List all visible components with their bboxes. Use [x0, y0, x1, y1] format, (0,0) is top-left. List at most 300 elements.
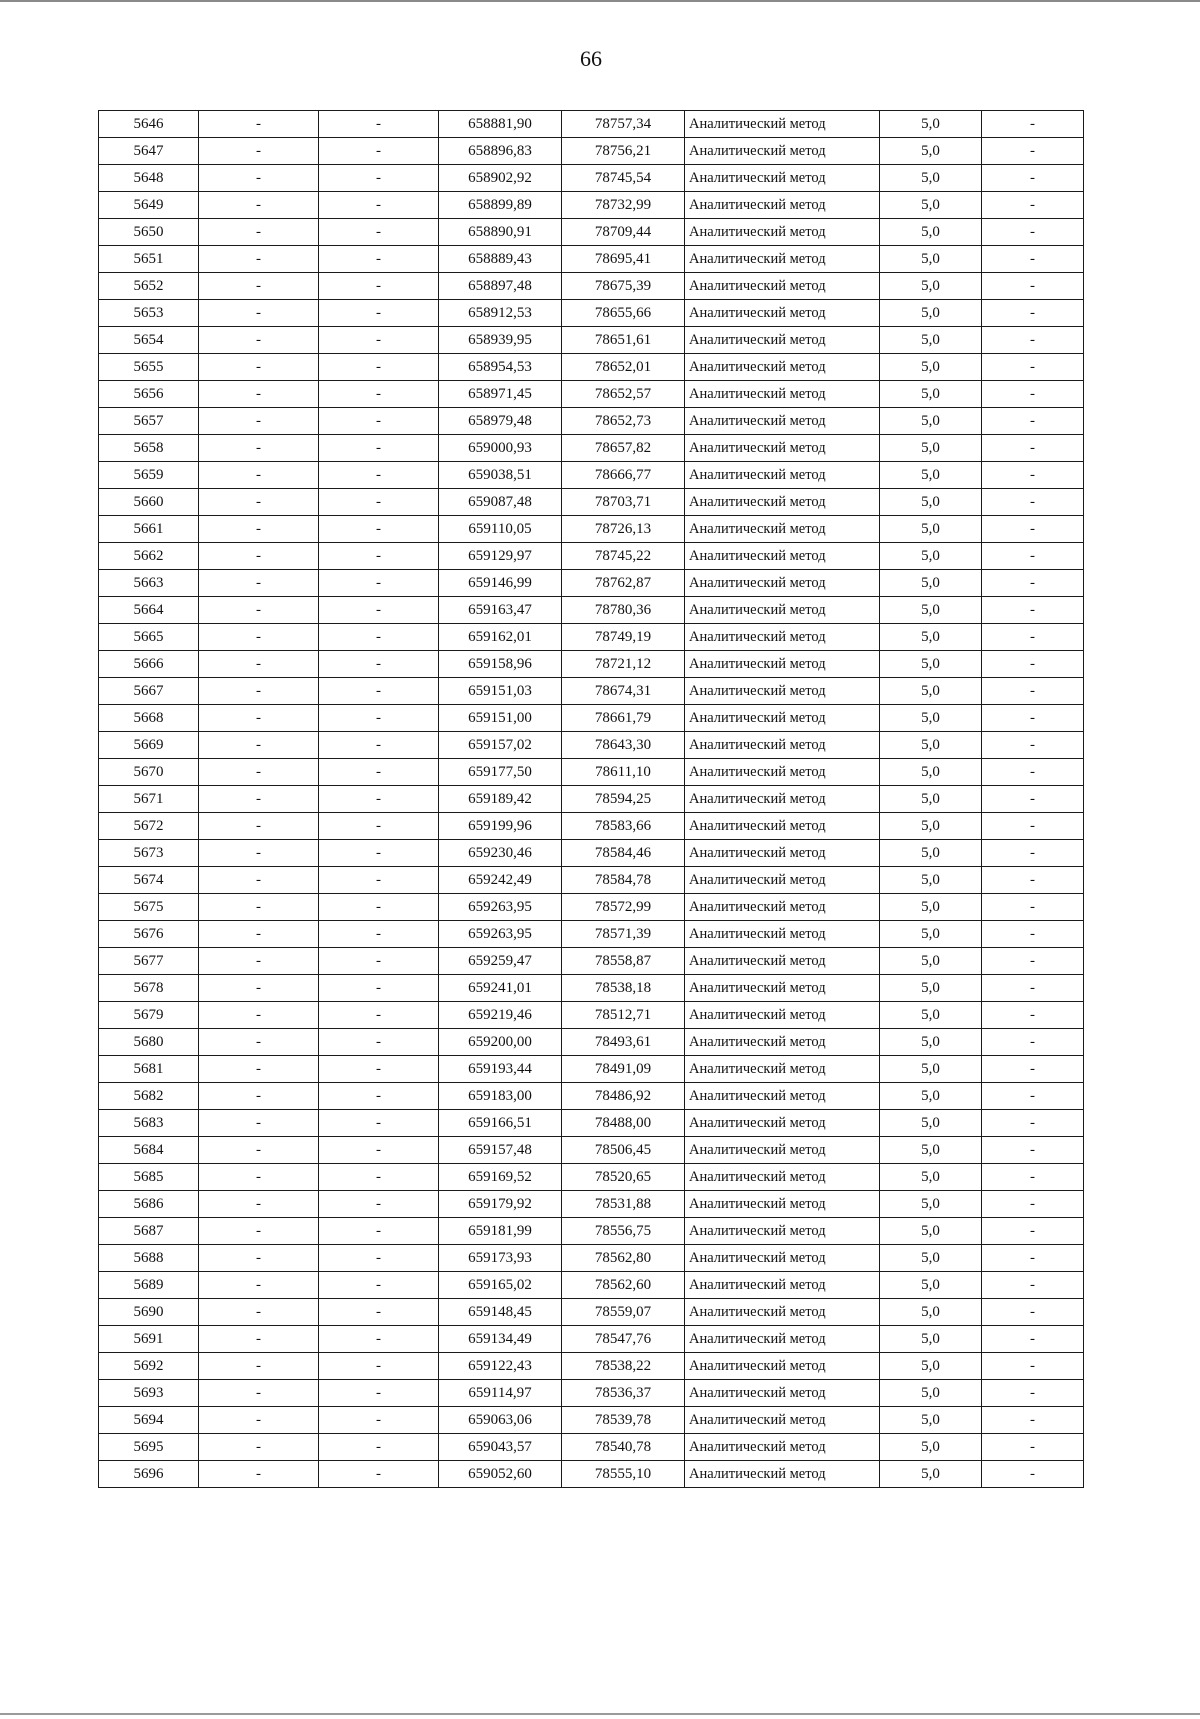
empty-cell-a: - [199, 1137, 319, 1164]
accuracy-cell: 5,0 [880, 1218, 982, 1245]
accuracy-cell: 5,0 [880, 894, 982, 921]
point-number-cell: 5695 [99, 1434, 199, 1461]
table-row [99, 246, 1084, 273]
y-coordinate-cell: 78539,78 [562, 1407, 685, 1434]
y-coordinate-cell: 78558,87 [562, 948, 685, 975]
empty-cell-b: - [319, 732, 439, 759]
accuracy-cell: 5,0 [880, 327, 982, 354]
empty-cell-a: - [199, 1164, 319, 1191]
empty-cell-c: - [982, 1137, 1084, 1164]
accuracy-cell: 5,0 [880, 543, 982, 570]
accuracy-cell: 5,0 [880, 489, 982, 516]
empty-cell-a: - [199, 192, 319, 219]
y-coordinate-cell: 78652,73 [562, 408, 685, 435]
y-coordinate-cell: 78540,78 [562, 1434, 685, 1461]
empty-cell-c: - [982, 1029, 1084, 1056]
method-cell: Аналитический метод [685, 273, 880, 300]
point-number-cell: 5668 [99, 705, 199, 732]
accuracy-cell: 5,0 [880, 219, 982, 246]
y-coordinate-cell: 78538,18 [562, 975, 685, 1002]
empty-cell-c: - [982, 570, 1084, 597]
accuracy-cell: 5,0 [880, 1164, 982, 1191]
table-row [99, 138, 1084, 165]
point-number-cell: 5688 [99, 1245, 199, 1272]
empty-cell-b: - [319, 192, 439, 219]
y-coordinate-cell: 78536,37 [562, 1380, 685, 1407]
empty-cell-a: - [199, 354, 319, 381]
y-coordinate-cell: 78749,19 [562, 624, 685, 651]
accuracy-cell: 5,0 [880, 408, 982, 435]
point-number-cell: 5656 [99, 381, 199, 408]
table-row [99, 1245, 1084, 1272]
table-row [99, 1137, 1084, 1164]
x-coordinate-cell: 658897,48 [439, 273, 562, 300]
y-coordinate-cell: 78643,30 [562, 732, 685, 759]
empty-cell-a: - [199, 732, 319, 759]
y-coordinate-cell: 78547,76 [562, 1326, 685, 1353]
empty-cell-c: - [982, 705, 1084, 732]
accuracy-cell: 5,0 [880, 435, 982, 462]
empty-cell-a: - [199, 435, 319, 462]
method-cell: Аналитический метод [685, 1353, 880, 1380]
x-coordinate-cell: 658939,95 [439, 327, 562, 354]
point-number-cell: 5685 [99, 1164, 199, 1191]
empty-cell-c: - [982, 1434, 1084, 1461]
empty-cell-c: - [982, 867, 1084, 894]
accuracy-cell: 5,0 [880, 516, 982, 543]
x-coordinate-cell: 659087,48 [439, 489, 562, 516]
accuracy-cell: 5,0 [880, 138, 982, 165]
method-cell: Аналитический метод [685, 840, 880, 867]
empty-cell-b: - [319, 408, 439, 435]
method-cell: Аналитический метод [685, 327, 880, 354]
y-coordinate-cell: 78594,25 [562, 786, 685, 813]
table-row [99, 786, 1084, 813]
empty-cell-c: - [982, 354, 1084, 381]
table-row [99, 462, 1084, 489]
table-row [99, 165, 1084, 192]
y-coordinate-cell: 78488,00 [562, 1110, 685, 1137]
empty-cell-c: - [982, 597, 1084, 624]
table-row [99, 327, 1084, 354]
method-cell: Аналитический метод [685, 1029, 880, 1056]
y-coordinate-cell: 78721,12 [562, 651, 685, 678]
accuracy-cell: 5,0 [880, 1407, 982, 1434]
x-coordinate-cell: 658899,89 [439, 192, 562, 219]
method-cell: Аналитический метод [685, 1434, 880, 1461]
empty-cell-c: - [982, 1353, 1084, 1380]
table-row [99, 273, 1084, 300]
x-coordinate-cell: 659158,96 [439, 651, 562, 678]
empty-cell-a: - [199, 921, 319, 948]
point-number-cell: 5667 [99, 678, 199, 705]
empty-cell-b: - [319, 1029, 439, 1056]
y-coordinate-cell: 78666,77 [562, 462, 685, 489]
x-coordinate-cell: 659177,50 [439, 759, 562, 786]
table-row [99, 705, 1084, 732]
empty-cell-b: - [319, 1380, 439, 1407]
accuracy-cell: 5,0 [880, 1083, 982, 1110]
table-row [99, 1191, 1084, 1218]
table-row [99, 219, 1084, 246]
empty-cell-c: - [982, 1002, 1084, 1029]
empty-cell-b: - [319, 435, 439, 462]
empty-cell-b: - [319, 543, 439, 570]
empty-cell-a: - [199, 246, 319, 273]
table-row [99, 516, 1084, 543]
empty-cell-a: - [199, 678, 319, 705]
table-row [99, 381, 1084, 408]
empty-cell-c: - [982, 1191, 1084, 1218]
point-number-cell: 5675 [99, 894, 199, 921]
x-coordinate-cell: 659179,92 [439, 1191, 562, 1218]
empty-cell-b: - [319, 867, 439, 894]
x-coordinate-cell: 659063,06 [439, 1407, 562, 1434]
x-coordinate-cell: 658896,83 [439, 138, 562, 165]
empty-cell-b: - [319, 138, 439, 165]
empty-cell-a: - [199, 1299, 319, 1326]
point-number-cell: 5694 [99, 1407, 199, 1434]
x-coordinate-cell: 659200,00 [439, 1029, 562, 1056]
method-cell: Аналитический метод [685, 1245, 880, 1272]
table-row [99, 624, 1084, 651]
x-coordinate-cell: 659183,00 [439, 1083, 562, 1110]
empty-cell-b: - [319, 219, 439, 246]
method-cell: Аналитический метод [685, 1056, 880, 1083]
y-coordinate-cell: 78651,61 [562, 327, 685, 354]
accuracy-cell: 5,0 [880, 354, 982, 381]
point-number-cell: 5674 [99, 867, 199, 894]
table-row [99, 651, 1084, 678]
y-coordinate-cell: 78745,22 [562, 543, 685, 570]
empty-cell-a: - [199, 1110, 319, 1137]
empty-cell-a: - [199, 489, 319, 516]
empty-cell-b: - [319, 975, 439, 1002]
empty-cell-c: - [982, 813, 1084, 840]
method-cell: Аналитический метод [685, 489, 880, 516]
empty-cell-b: - [319, 948, 439, 975]
empty-cell-c: - [982, 111, 1084, 138]
method-cell: Аналитический метод [685, 1110, 880, 1137]
x-coordinate-cell: 659173,93 [439, 1245, 562, 1272]
empty-cell-a: - [199, 759, 319, 786]
empty-cell-c: - [982, 1083, 1084, 1110]
y-coordinate-cell: 78520,65 [562, 1164, 685, 1191]
method-cell: Аналитический метод [685, 1299, 880, 1326]
empty-cell-b: - [319, 273, 439, 300]
accuracy-cell: 5,0 [880, 1110, 982, 1137]
y-coordinate-cell: 78572,99 [562, 894, 685, 921]
y-coordinate-cell: 78538,22 [562, 1353, 685, 1380]
x-coordinate-cell: 659199,96 [439, 813, 562, 840]
x-coordinate-cell: 658902,92 [439, 165, 562, 192]
point-number-cell: 5661 [99, 516, 199, 543]
point-number-cell: 5679 [99, 1002, 199, 1029]
empty-cell-b: - [319, 894, 439, 921]
empty-cell-a: - [199, 1218, 319, 1245]
method-cell: Аналитический метод [685, 705, 880, 732]
empty-cell-a: - [199, 1083, 319, 1110]
empty-cell-c: - [982, 192, 1084, 219]
empty-cell-a: - [199, 948, 319, 975]
x-coordinate-cell: 659163,47 [439, 597, 562, 624]
point-number-cell: 5653 [99, 300, 199, 327]
method-cell: Аналитический метод [685, 1272, 880, 1299]
y-coordinate-cell: 78506,45 [562, 1137, 685, 1164]
empty-cell-a: - [199, 381, 319, 408]
table-row [99, 678, 1084, 705]
empty-cell-c: - [982, 786, 1084, 813]
accuracy-cell: 5,0 [880, 786, 982, 813]
method-cell: Аналитический метод [685, 759, 880, 786]
empty-cell-c: - [982, 1218, 1084, 1245]
point-number-cell: 5670 [99, 759, 199, 786]
method-cell: Аналитический метод [685, 678, 880, 705]
x-coordinate-cell: 659148,45 [439, 1299, 562, 1326]
method-cell: Аналитический метод [685, 597, 880, 624]
empty-cell-c: - [982, 921, 1084, 948]
empty-cell-c: - [982, 1461, 1084, 1488]
empty-cell-c: - [982, 1326, 1084, 1353]
empty-cell-a: - [199, 1245, 319, 1272]
x-coordinate-cell: 659129,97 [439, 543, 562, 570]
x-coordinate-cell: 658912,53 [439, 300, 562, 327]
empty-cell-c: - [982, 543, 1084, 570]
accuracy-cell: 5,0 [880, 1326, 982, 1353]
empty-cell-a: - [199, 651, 319, 678]
empty-cell-a: - [199, 1461, 319, 1488]
point-number-cell: 5654 [99, 327, 199, 354]
empty-cell-c: - [982, 516, 1084, 543]
x-coordinate-cell: 659151,00 [439, 705, 562, 732]
point-number-cell: 5673 [99, 840, 199, 867]
accuracy-cell: 5,0 [880, 678, 982, 705]
empty-cell-b: - [319, 1326, 439, 1353]
empty-cell-b: - [319, 840, 439, 867]
x-coordinate-cell: 659038,51 [439, 462, 562, 489]
empty-cell-c: - [982, 894, 1084, 921]
y-coordinate-cell: 78584,46 [562, 840, 685, 867]
empty-cell-c: - [982, 273, 1084, 300]
method-cell: Аналитический метод [685, 462, 880, 489]
empty-cell-c: - [982, 1245, 1084, 1272]
empty-cell-a: - [199, 408, 319, 435]
point-number-cell: 5665 [99, 624, 199, 651]
method-cell: Аналитический метод [685, 1380, 880, 1407]
table-row [99, 732, 1084, 759]
empty-cell-c: - [982, 840, 1084, 867]
accuracy-cell: 5,0 [880, 1137, 982, 1164]
accuracy-cell: 5,0 [880, 921, 982, 948]
x-coordinate-cell: 659242,49 [439, 867, 562, 894]
method-cell: Аналитический метод [685, 894, 880, 921]
accuracy-cell: 5,0 [880, 840, 982, 867]
table-row [99, 1056, 1084, 1083]
point-number-cell: 5672 [99, 813, 199, 840]
table-row [99, 948, 1084, 975]
x-coordinate-cell: 659114,97 [439, 1380, 562, 1407]
empty-cell-c: - [982, 138, 1084, 165]
y-coordinate-cell: 78757,34 [562, 111, 685, 138]
empty-cell-a: - [199, 1380, 319, 1407]
method-cell: Аналитический метод [685, 246, 880, 273]
method-cell: Аналитический метод [685, 1218, 880, 1245]
x-coordinate-cell: 659263,95 [439, 894, 562, 921]
scan-edge-bottom [0, 1713, 1200, 1715]
empty-cell-a: - [199, 1407, 319, 1434]
empty-cell-c: - [982, 732, 1084, 759]
method-cell: Аналитический метод [685, 111, 880, 138]
table-row [99, 1326, 1084, 1353]
empty-cell-b: - [319, 246, 439, 273]
y-coordinate-cell: 78756,21 [562, 138, 685, 165]
coordinates-table-container [98, 110, 1083, 1488]
empty-cell-a: - [199, 975, 319, 1002]
x-coordinate-cell: 658971,45 [439, 381, 562, 408]
empty-cell-a: - [199, 570, 319, 597]
empty-cell-a: - [199, 138, 319, 165]
method-cell: Аналитический метод [685, 1326, 880, 1353]
method-cell: Аналитический метод [685, 570, 880, 597]
method-cell: Аналитический метод [685, 624, 880, 651]
empty-cell-a: - [199, 1326, 319, 1353]
table-row [99, 1083, 1084, 1110]
point-number-cell: 5651 [99, 246, 199, 273]
empty-cell-b: - [319, 1083, 439, 1110]
empty-cell-b: - [319, 624, 439, 651]
empty-cell-c: - [982, 300, 1084, 327]
method-cell: Аналитический метод [685, 867, 880, 894]
empty-cell-b: - [319, 678, 439, 705]
method-cell: Аналитический метод [685, 516, 880, 543]
method-cell: Аналитический метод [685, 408, 880, 435]
accuracy-cell: 5,0 [880, 1245, 982, 1272]
y-coordinate-cell: 78726,13 [562, 516, 685, 543]
point-number-cell: 5662 [99, 543, 199, 570]
table-row [99, 840, 1084, 867]
empty-cell-b: - [319, 1245, 439, 1272]
point-number-cell: 5657 [99, 408, 199, 435]
accuracy-cell: 5,0 [880, 300, 982, 327]
empty-cell-b: - [319, 786, 439, 813]
point-number-cell: 5647 [99, 138, 199, 165]
empty-cell-a: - [199, 111, 319, 138]
table-row [99, 1272, 1084, 1299]
method-cell: Аналитический метод [685, 948, 880, 975]
empty-cell-b: - [319, 570, 439, 597]
point-number-cell: 5689 [99, 1272, 199, 1299]
table-row [99, 1110, 1084, 1137]
accuracy-cell: 5,0 [880, 651, 982, 678]
empty-cell-b: - [319, 597, 439, 624]
x-coordinate-cell: 659157,48 [439, 1137, 562, 1164]
empty-cell-c: - [982, 651, 1084, 678]
point-number-cell: 5658 [99, 435, 199, 462]
accuracy-cell: 5,0 [880, 1056, 982, 1083]
y-coordinate-cell: 78512,71 [562, 1002, 685, 1029]
page-number: 66 [580, 46, 602, 71]
accuracy-cell: 5,0 [880, 165, 982, 192]
coordinates-table [98, 110, 1084, 1488]
empty-cell-b: - [319, 300, 439, 327]
x-coordinate-cell: 659259,47 [439, 948, 562, 975]
y-coordinate-cell: 78531,88 [562, 1191, 685, 1218]
y-coordinate-cell: 78652,01 [562, 354, 685, 381]
x-coordinate-cell: 659110,05 [439, 516, 562, 543]
table-row [99, 1407, 1084, 1434]
accuracy-cell: 5,0 [880, 1299, 982, 1326]
empty-cell-a: - [199, 462, 319, 489]
point-number-cell: 5648 [99, 165, 199, 192]
x-coordinate-cell: 658881,90 [439, 111, 562, 138]
empty-cell-b: - [319, 327, 439, 354]
empty-cell-a: - [199, 867, 319, 894]
x-coordinate-cell: 658979,48 [439, 408, 562, 435]
empty-cell-a: - [199, 1353, 319, 1380]
accuracy-cell: 5,0 [880, 624, 982, 651]
x-coordinate-cell: 659165,02 [439, 1272, 562, 1299]
point-number-cell: 5649 [99, 192, 199, 219]
empty-cell-b: - [319, 489, 439, 516]
x-coordinate-cell: 659162,01 [439, 624, 562, 651]
empty-cell-a: - [199, 1191, 319, 1218]
accuracy-cell: 5,0 [880, 462, 982, 489]
y-coordinate-cell: 78745,54 [562, 165, 685, 192]
method-cell: Аналитический метод [685, 813, 880, 840]
x-coordinate-cell: 659146,99 [439, 570, 562, 597]
empty-cell-a: - [199, 1434, 319, 1461]
y-coordinate-cell: 78661,79 [562, 705, 685, 732]
y-coordinate-cell: 78675,39 [562, 273, 685, 300]
y-coordinate-cell: 78655,66 [562, 300, 685, 327]
method-cell: Аналитический метод [685, 381, 880, 408]
table-body [99, 111, 1084, 1488]
point-number-cell: 5650 [99, 219, 199, 246]
accuracy-cell: 5,0 [880, 1434, 982, 1461]
accuracy-cell: 5,0 [880, 192, 982, 219]
y-coordinate-cell: 78703,71 [562, 489, 685, 516]
empty-cell-b: - [319, 111, 439, 138]
x-coordinate-cell: 659219,46 [439, 1002, 562, 1029]
table-row [99, 1029, 1084, 1056]
empty-cell-c: - [982, 1407, 1084, 1434]
table-row [99, 1002, 1084, 1029]
point-number-cell: 5692 [99, 1353, 199, 1380]
empty-cell-b: - [319, 1056, 439, 1083]
x-coordinate-cell: 658890,91 [439, 219, 562, 246]
y-coordinate-cell: 78611,10 [562, 759, 685, 786]
x-coordinate-cell: 659241,01 [439, 975, 562, 1002]
y-coordinate-cell: 78695,41 [562, 246, 685, 273]
table-row [99, 435, 1084, 462]
accuracy-cell: 5,0 [880, 1353, 982, 1380]
empty-cell-a: - [199, 624, 319, 651]
table-row [99, 894, 1084, 921]
empty-cell-a: - [199, 705, 319, 732]
point-number-cell: 5664 [99, 597, 199, 624]
x-coordinate-cell: 659151,03 [439, 678, 562, 705]
table-row [99, 1380, 1084, 1407]
empty-cell-b: - [319, 1110, 439, 1137]
table-row [99, 759, 1084, 786]
empty-cell-c: - [982, 759, 1084, 786]
table-row [99, 1434, 1084, 1461]
point-number-cell: 5671 [99, 786, 199, 813]
accuracy-cell: 5,0 [880, 1029, 982, 1056]
empty-cell-c: - [982, 1164, 1084, 1191]
y-coordinate-cell: 78584,78 [562, 867, 685, 894]
y-coordinate-cell: 78583,66 [562, 813, 685, 840]
